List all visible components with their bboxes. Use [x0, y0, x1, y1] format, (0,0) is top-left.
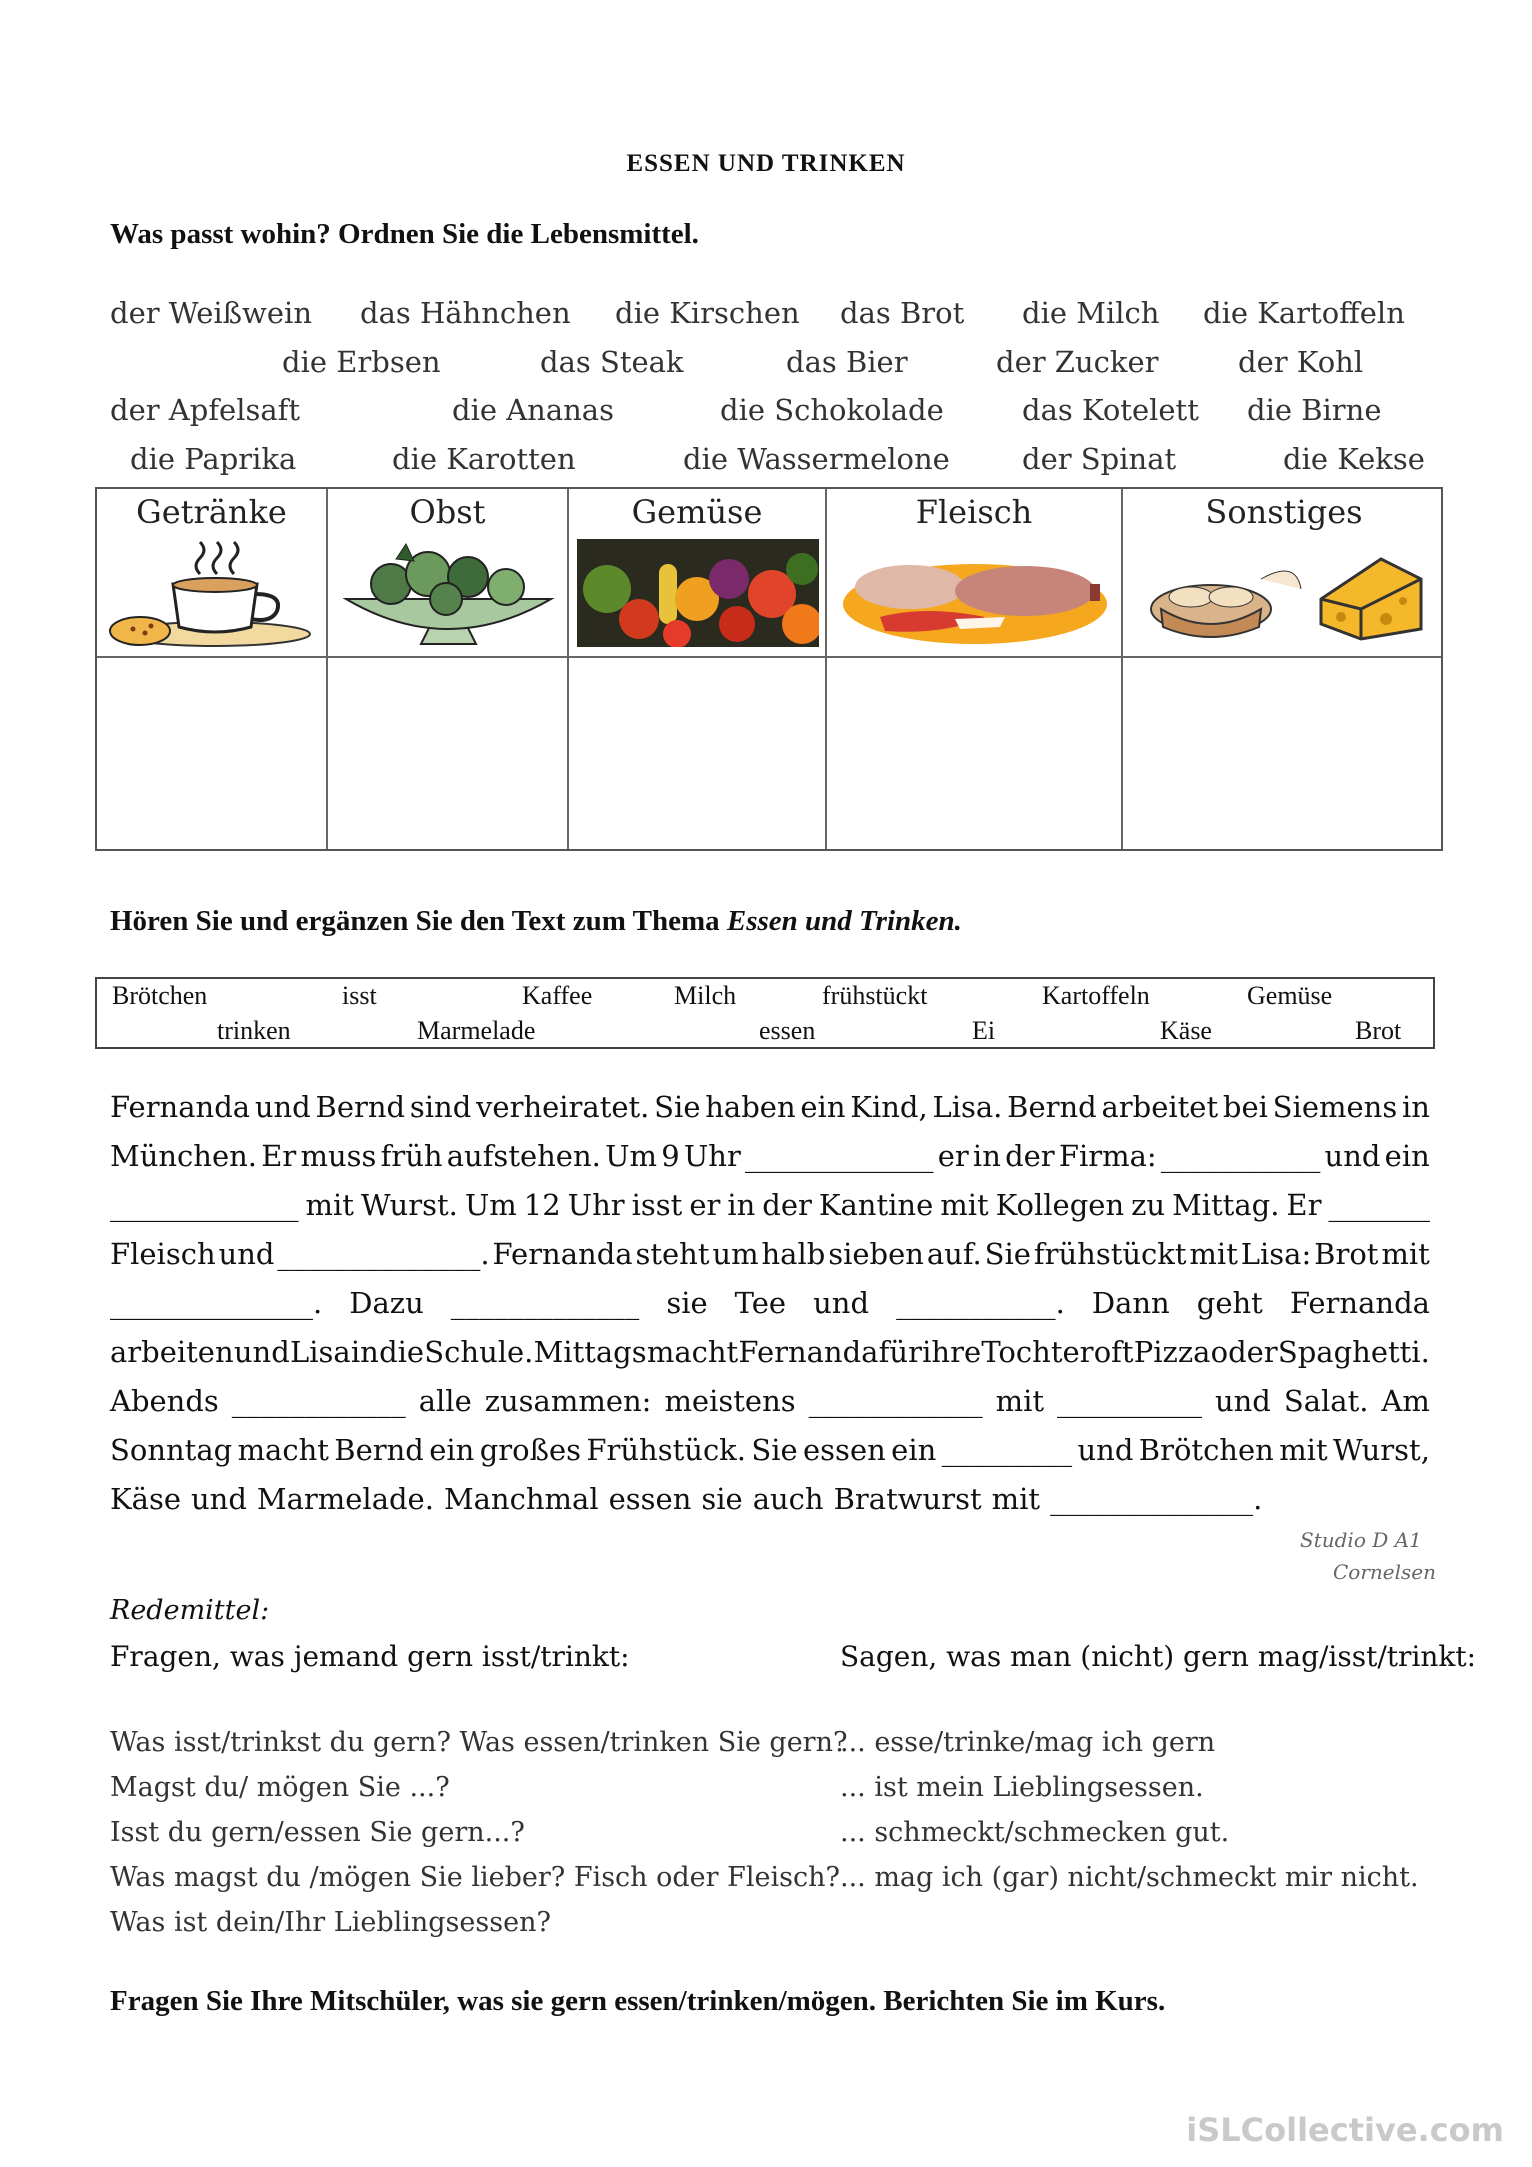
story-word: 12 — [523, 1188, 561, 1222]
story-word: mit — [995, 1384, 1045, 1418]
story-word: ein — [800, 1090, 846, 1124]
story-word: und — [1214, 1384, 1271, 1418]
story-word: auf. — [926, 1237, 982, 1271]
word-item: die Erbsen — [282, 345, 441, 379]
story-word: Kantine — [818, 1188, 934, 1222]
redemittel-right-heading: Sagen, was man (nicht) gern mag/isst/trinkt: — [840, 1640, 1477, 1673]
story-word: Mittags — [533, 1335, 647, 1369]
word-item: der Spinat — [1022, 442, 1177, 476]
category-column — [827, 489, 1123, 849]
story-word: ein — [891, 1433, 937, 1467]
story-word: verheiratet. — [476, 1090, 650, 1124]
story-word: Sonntag — [110, 1433, 233, 1467]
box-word: Käse — [1160, 1016, 1212, 1045]
box-word: frühstückt — [822, 981, 928, 1010]
story-word: oder — [1210, 1335, 1278, 1369]
category-label: Gemüse — [631, 493, 763, 531]
word-item: die Karotten — [392, 442, 576, 476]
story-word: haben — [705, 1090, 796, 1124]
redemittel-answer: ... mag ich (gar) nicht/schmeckt mir nicht. — [840, 1862, 1419, 1893]
story-word: großes — [479, 1433, 582, 1467]
word-item: das Brot — [840, 296, 965, 330]
citation-line: Studio D A1 — [1300, 1528, 1422, 1552]
story-word: Salat. — [1283, 1384, 1369, 1418]
redemittel-question: Was ist dein/Ihr Lieblingsessen? — [110, 1907, 551, 1938]
story-word: ein — [429, 1433, 475, 1467]
coffee-cup-icon — [105, 539, 320, 647]
story-word: Um — [605, 1139, 658, 1173]
story-word: alle — [418, 1384, 472, 1418]
category-column — [97, 489, 328, 849]
blank-gap[interactable]: _____________ — [450, 1286, 640, 1320]
story-word: Bernd — [1007, 1090, 1097, 1124]
story-word: in — [727, 1188, 756, 1222]
category-table — [95, 487, 1443, 851]
story-word: Dazu — [349, 1286, 424, 1320]
word-item: der Kohl — [1238, 345, 1364, 379]
box-word: Kaffee — [522, 981, 593, 1010]
word-item: die Birne — [1247, 393, 1382, 427]
story-word: Fernanda — [110, 1090, 251, 1124]
story-word: mit — [1279, 1433, 1328, 1467]
story-line — [110, 1286, 1430, 1320]
category-column — [328, 489, 569, 849]
word-item: das Bier — [786, 345, 908, 379]
story-line — [110, 1090, 1430, 1124]
blank-gap[interactable]: ____________ — [808, 1384, 983, 1418]
word-item: die Ananas — [452, 393, 614, 427]
story-word: sieben — [828, 1237, 924, 1271]
box-word: Ei — [972, 1016, 996, 1045]
story-word: in — [972, 1139, 1001, 1173]
story-word: die — [379, 1335, 425, 1369]
story-word: Abends — [110, 1384, 219, 1418]
story-word: um — [712, 1237, 759, 1271]
task-instruction-speak: Fragen Sie Ihre Mitschüler, was sie gern essen/trinken/mögen. Berichten Sie im Kurs. — [110, 1985, 1166, 2017]
blank-gap[interactable]: ___________ — [1160, 1139, 1321, 1173]
category-label: Sonstiges — [1205, 493, 1363, 531]
story-word: Lisa — [289, 1335, 351, 1369]
story-word: München. — [110, 1139, 258, 1173]
blank-gap[interactable]: ______________. — [1050, 1482, 1263, 1516]
story-word: Schule. — [424, 1335, 534, 1369]
story-word: Um — [464, 1188, 517, 1222]
category-label: Obst — [409, 493, 486, 531]
story-word: Lisa: — [1240, 1237, 1312, 1271]
story-word: in — [350, 1335, 379, 1369]
category-label: Fleisch — [915, 493, 1033, 531]
story-word: sind — [409, 1090, 472, 1124]
blank-gap[interactable]: _________ — [941, 1433, 1073, 1467]
word-item: der Weißwein — [110, 296, 312, 330]
story-word: Siemens — [1272, 1090, 1398, 1124]
story-line — [110, 1139, 1430, 1173]
blank-gap[interactable]: ___________. — [896, 1286, 1065, 1320]
story-word: er — [689, 1188, 721, 1222]
story-word: Tochter — [981, 1335, 1094, 1369]
story-word: isst — [631, 1188, 683, 1222]
box-word: Gemüse — [1247, 981, 1333, 1010]
story-word: essen — [803, 1433, 886, 1467]
story-word: bei — [1222, 1090, 1268, 1124]
story-word: und — [1077, 1433, 1134, 1467]
word-item: der Zucker — [996, 345, 1159, 379]
story-word: in — [1401, 1090, 1430, 1124]
box-word: Kartoffeln — [1042, 981, 1150, 1010]
story-word: Wurst, — [1332, 1433, 1430, 1467]
story-word: mit — [1381, 1237, 1430, 1271]
redemittel-answer: ... esse/trinke/mag ich gern — [840, 1727, 1216, 1758]
story-word: Bernd — [334, 1433, 424, 1467]
redemittel-answer: ... ist mein Lieblingsessen. — [840, 1772, 1204, 1803]
box-word: Brötchen — [112, 981, 208, 1010]
story-line — [110, 1433, 1430, 1467]
word-item: die Kirschen — [615, 296, 800, 330]
blank-gap[interactable]: ______________. — [110, 1286, 323, 1320]
story-word: mit — [991, 1482, 1041, 1516]
blank-gap[interactable]: _____________ — [110, 1188, 299, 1222]
blank-gap[interactable]: __________ — [1056, 1384, 1202, 1418]
task-instruction-listen — [110, 905, 962, 938]
box-word: trinken — [217, 1016, 291, 1045]
story-word: Tee — [734, 1286, 787, 1320]
story-word: frühstückt — [1033, 1237, 1187, 1271]
word-item: die Kartoffeln — [1203, 296, 1405, 330]
word-item: das Kotelett — [1022, 393, 1199, 427]
story-word: steht — [635, 1237, 710, 1271]
box-word: isst — [342, 981, 377, 1010]
story-word: Dann — [1091, 1286, 1170, 1320]
story-word: mit — [1189, 1237, 1238, 1271]
story-word: zu — [1131, 1188, 1166, 1222]
box-word: Brot — [1355, 1016, 1402, 1045]
story-word: für — [878, 1335, 922, 1369]
listening-word-box — [95, 977, 1435, 1049]
blank-gap[interactable]: ______________. — [277, 1237, 490, 1271]
story-word: Firma: — [1058, 1139, 1157, 1173]
story-word: arbeiten — [110, 1335, 234, 1369]
category-column — [569, 489, 827, 849]
page-title: ESSEN UND TRINKEN — [626, 150, 906, 177]
story-word: Brötchen — [1138, 1433, 1274, 1467]
story-word: geht — [1196, 1286, 1263, 1320]
story-word: Fernanda — [1289, 1286, 1430, 1320]
blank-gap[interactable]: ____________ — [231, 1384, 406, 1418]
story-word: und — [1324, 1139, 1381, 1173]
word-item: der Apfelsaft — [110, 393, 301, 427]
fruit-bowl-icon — [336, 539, 561, 647]
story-word: mit — [305, 1188, 354, 1222]
story-word: meistens — [664, 1384, 796, 1418]
word-item: das Steak — [540, 345, 684, 379]
task-instruction-sort: Was passt wohin? Ordnen Sie die Lebensmittel. — [110, 218, 699, 250]
category-column — [1123, 489, 1445, 849]
citation-line: Cornelsen — [1333, 1560, 1436, 1584]
story-word: früh — [380, 1139, 443, 1173]
story-word: auch — [752, 1482, 824, 1516]
box-word: Marmelade — [417, 1016, 536, 1045]
story-word: Er — [1286, 1188, 1322, 1222]
task-text: Hören Sie und ergänzen Sie den Text zum Thema — [110, 905, 727, 937]
story-word: sie — [701, 1482, 743, 1516]
story-word: Lisa. — [932, 1090, 1003, 1124]
word-item: die Schokolade — [720, 393, 944, 427]
bread-and-cheese-icon — [1131, 539, 1437, 647]
story-word: 9 — [661, 1139, 680, 1173]
story-word: der — [762, 1188, 812, 1222]
story-word: Wurst. — [360, 1188, 458, 1222]
story-word: Fernanda — [492, 1237, 633, 1271]
blank-gap[interactable]: _____________ — [745, 1139, 934, 1173]
story-line — [110, 1384, 1430, 1418]
story-line — [110, 1237, 1430, 1271]
story-word: sie — [666, 1286, 708, 1320]
task-topic: Essen und Trinken. — [726, 905, 962, 937]
word-item: die Milch — [1022, 296, 1160, 330]
redemittel-question: Was magst du /mögen Sie lieber? Fisch oder Fleisch? — [110, 1862, 840, 1893]
vegetables-photo-icon — [577, 539, 819, 647]
story-word: essen — [608, 1482, 692, 1516]
story-word: Manchmal — [443, 1482, 599, 1516]
story-word: Er — [261, 1139, 297, 1173]
story-word: macht — [237, 1433, 329, 1467]
story-word: Bernd — [315, 1090, 406, 1124]
redemittel-title: Redemittel: — [110, 1595, 270, 1626]
redemittel-question: Magst du/ mögen Sie ...? — [110, 1772, 450, 1803]
box-word: essen — [759, 1016, 816, 1045]
redemittel-left-heading: Fragen, was jemand gern isst/trinkt: — [110, 1640, 630, 1673]
category-label: Getränke — [136, 493, 287, 531]
story-word: und — [191, 1482, 247, 1516]
story-word: Marmelade. — [256, 1482, 434, 1516]
story-word: aufstehen. — [446, 1139, 601, 1173]
story-word: Fernanda — [738, 1335, 879, 1369]
story-word: Kollegen — [995, 1188, 1125, 1222]
meat-platter-icon — [835, 539, 1115, 647]
story-word: Frühstück. — [586, 1433, 746, 1467]
watermark-logo: iSLCollective.com — [1186, 2111, 1504, 2149]
word-item: die Wassermelone — [683, 442, 950, 476]
story-word: zusammen: — [484, 1384, 652, 1418]
story-line — [110, 1482, 1430, 1516]
story-line — [110, 1188, 1430, 1222]
story-word: Sie — [984, 1237, 1031, 1271]
word-item: die Paprika — [130, 442, 297, 476]
story-word: oft — [1093, 1335, 1134, 1369]
story-word: Pizza — [1133, 1335, 1211, 1369]
word-item: die Kekse — [1283, 442, 1425, 476]
redemittel-answer: ... schmeckt/schmecken gut. — [840, 1817, 1230, 1848]
story-word: ihre — [922, 1335, 982, 1369]
story-word: Sie — [751, 1433, 798, 1467]
story-word: macht — [646, 1335, 739, 1369]
story-word: Bratwurst — [833, 1482, 982, 1516]
story-line — [110, 1335, 1430, 1369]
story-word: und — [218, 1237, 275, 1271]
story-word: Brot — [1314, 1237, 1379, 1271]
story-word: ein — [1384, 1139, 1430, 1173]
word-item: das Hähnchen — [360, 296, 571, 330]
redemittel-question: Was isst/trinkst du gern? Was essen/trinken Sie gern? — [110, 1727, 848, 1758]
story-word: er — [937, 1139, 969, 1173]
story-word: Sie — [654, 1090, 701, 1124]
story-word: und — [254, 1090, 311, 1124]
story-word: muss — [300, 1139, 377, 1173]
story-word: und — [233, 1335, 290, 1369]
story-word: Käse — [110, 1482, 181, 1516]
story-word: Mittag. — [1172, 1188, 1280, 1222]
story-word: und — [813, 1286, 870, 1320]
story-word: mit — [940, 1188, 989, 1222]
story-word: Am — [1381, 1384, 1430, 1418]
story-word: der — [1005, 1139, 1055, 1173]
blank-gap[interactable]: _______ — [1328, 1188, 1430, 1222]
story-word: Uhr — [567, 1188, 625, 1222]
story-word: arbeitet — [1101, 1090, 1219, 1124]
story-word: Uhr — [683, 1139, 741, 1173]
story-word: Fleisch — [110, 1237, 216, 1271]
story-word: Spaghetti. — [1277, 1335, 1430, 1369]
box-word: Milch — [674, 981, 737, 1010]
story-word: halb — [761, 1237, 826, 1271]
redemittel-question: Isst du gern/essen Sie gern...? — [110, 1817, 525, 1848]
story-word: Kind, — [850, 1090, 928, 1124]
